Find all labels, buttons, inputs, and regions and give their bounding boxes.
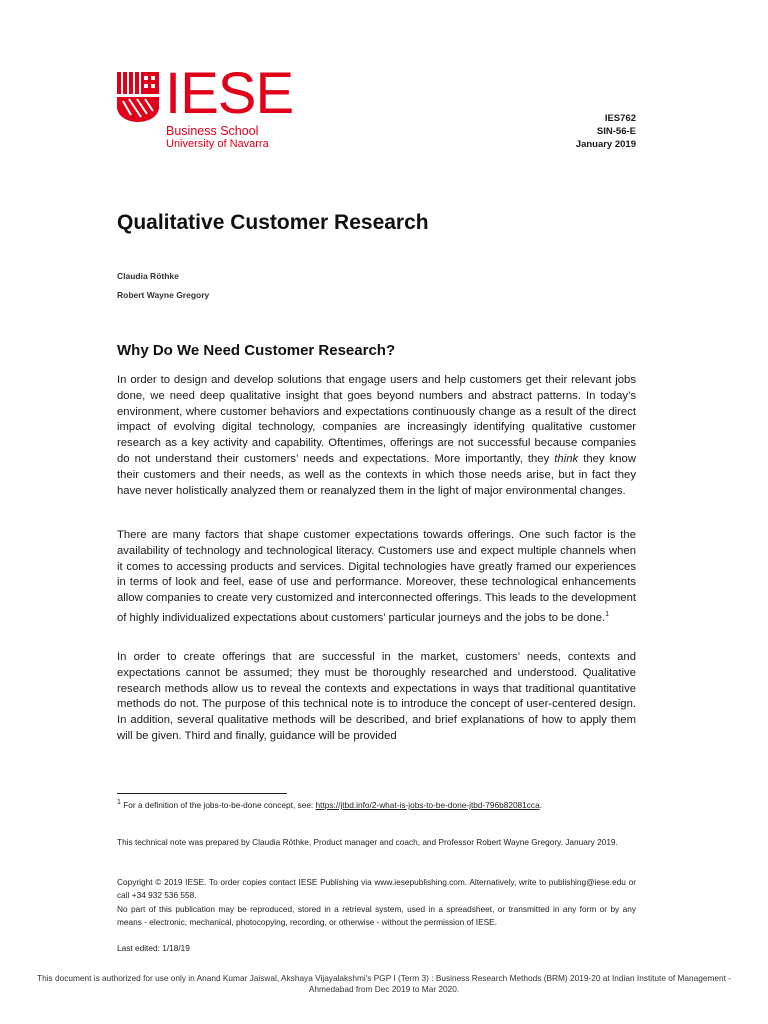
logo-subtitle-university: University of Navarra [166,138,269,150]
document-reference [576,112,636,151]
author-name: Robert Wayne Gregory [117,290,210,300]
copyright-note: Copyright © 2019 IESE. To order copies contact IESE Publishing via www.iesepublishing.com. Alternatively, write to publishing@iese.edu or call +34 932 536 558. [117,877,636,900]
section-heading: Why Do We Need Customer Research? [117,342,396,359]
prepared-by-note: This technical note was prepared by Claudia Röthke, Product manager and coach, and Professor Robert Wayne Gregory. January 2019. [117,837,618,847]
paragraph-3: In order to create offerings that are successful in the market, customers’ needs, contexts and expectations cannot be assumed; they must be thoroughly researched and understood. Qualitative research methods allow us to reveal the contexts and expectations in ways that traditional quantitative methods do not. The purpose of this technical note is to introduce the concept of user-centered design. In addition, several qualitative methods will be described, and brief explanations of how to apply them will be given. Third and finally, guidance will be provided [117,651,636,742]
footnote-divider [117,793,287,794]
paragraph-2: There are many factors that shape customer expectations towards offerings. One such factor is the availability of technology and technological literacy. Customers use and expect multiple channels when it comes to accessing products and services. Digital technologies have greatly framed our experiences in terms of look and feel, ease of use and performance. Moreover, these technological enhancements allow companies to create very customized and interconnected offerings. This leads to the development of highly individualized expectations about customers’ particular journeys and the jobs to be done.$^1$ [117,529,636,624]
logo-subtitle-school: Business School [166,124,259,138]
reference-series: SIN-56-E [596,126,636,137]
author-name: Claudia Röthke [117,271,179,281]
document-title: Qualitative Customer Research [117,211,429,234]
rights-note: No part of this publication may be reproduced, stored in a retrieval system, used in a spreadsheet, or transmitted in any form or by any means - electronic, mechanical, photocopying, recording, or otherwise - without the permission of IESE. [117,904,636,927]
reference-code: IES762 [604,113,636,124]
footnote-reference[interactable]: 1 [605,610,610,618]
iese-logo [117,61,317,155]
last-edited: Last edited: 1/18/19 [117,943,190,953]
logo-wordmark: IESE [165,61,294,126]
paragraph-1: In order to design and develop solutions that engage users and help customers get their relevant jobs done, we need deep qualitative insight that goes beyond numbers and abstract patterns. In today’s environment, where customer behaviors and expectations continuously change as a result of the direct impact of evolving digital technology, companies are increasingly identifying qualitative customer research as a key activity and capability. Oftentimes, offerings are not successful because companies do not understand their customers’ needs and expectations. More importantly, they think they know their customers and their needs, as well as the contexts in which those needs arise, but in fact they have never holistically analyzed them or reanalyzed them in the light of major environmental changes. [117,374,636,497]
authorization-footer: This document is authorized for use only in Anand Kumar Jaiswal, Akshaya Vijayalakshmi's PGP I (Term 3) : Business Research Methods (BRM) 2019-20 at Indian Institute of Management - Ahmedabad from Dec 2019 to Mar 2020. [37,973,731,994]
iese-seal-icon [117,72,159,122]
footnote: $^1$ For a definition of the jobs-to-be-done concept, see: https://jtbd.info/2-what-is-jobs-to-be-done-jtbd-796b82081cca. [117,799,543,810]
reference-date: January 2019 [575,139,636,150]
footnote-link[interactable]: https://jtbd.info/2-what-is-jobs-to-be-done-jtbd-796b82081cca [315,799,540,810]
